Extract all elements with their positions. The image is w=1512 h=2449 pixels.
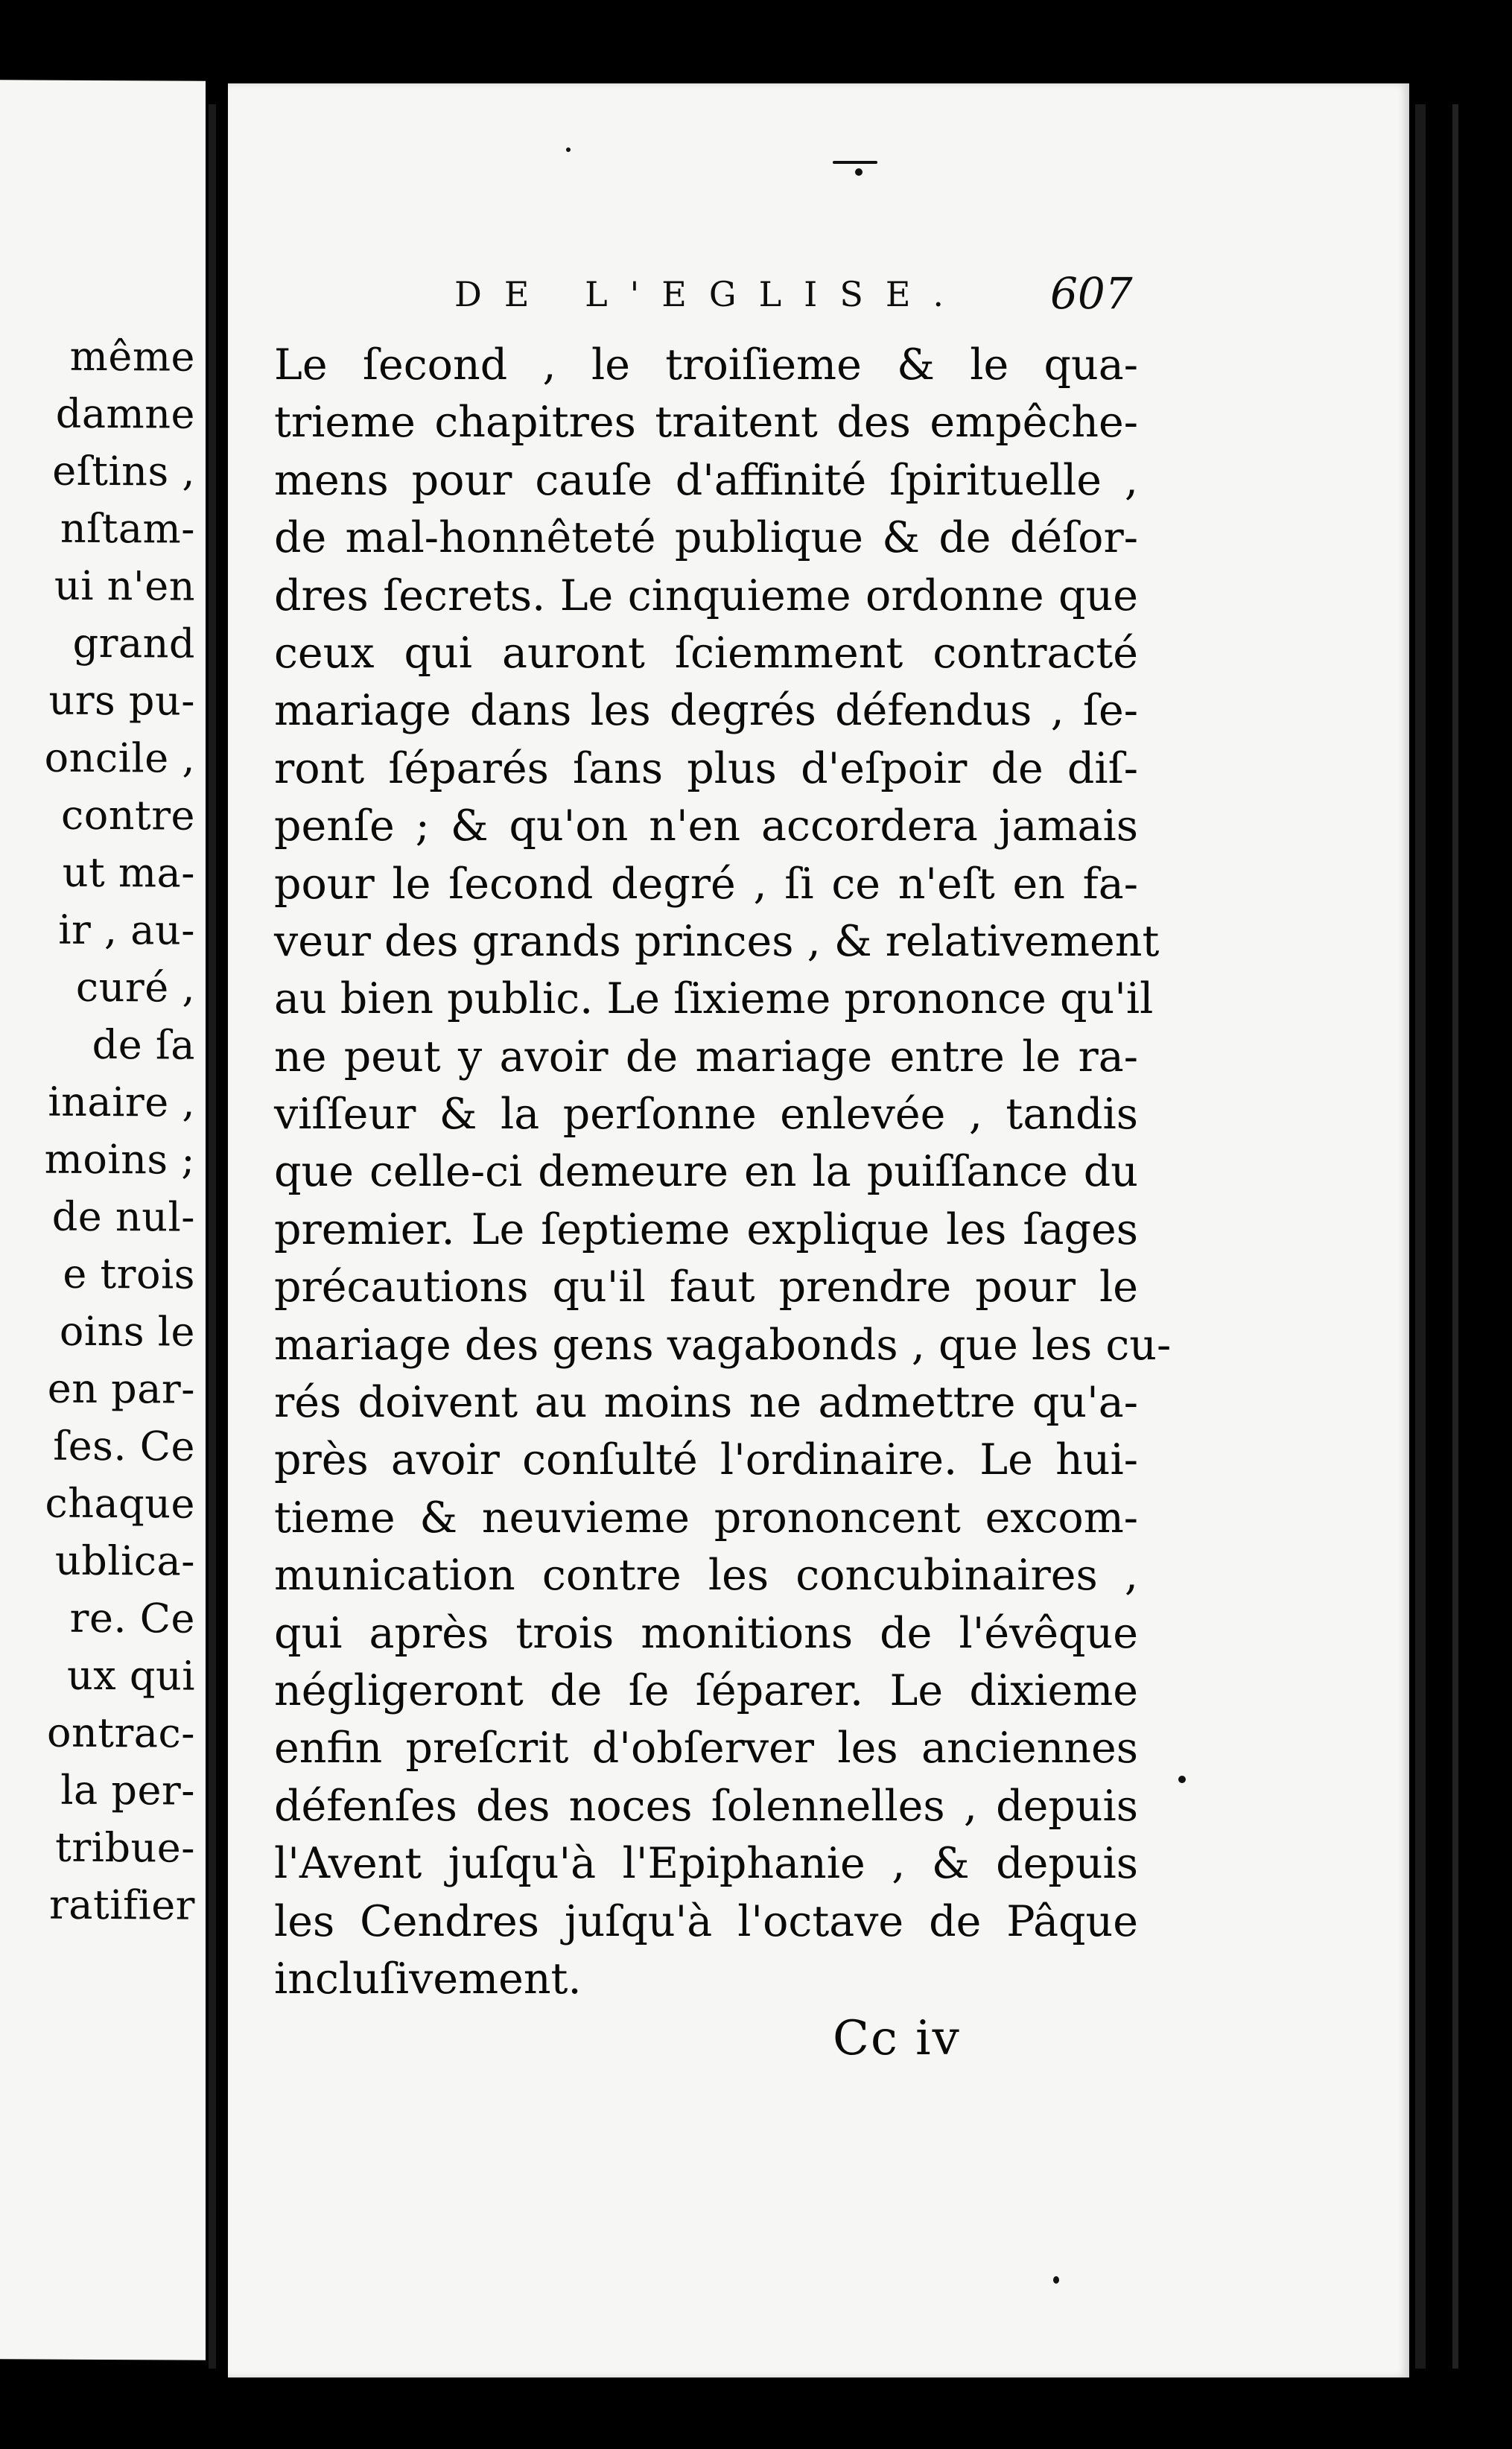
body-text xyxy=(274,337,1172,2008)
text-line: veur des grands princes , & relativement xyxy=(274,916,1160,966)
text-line: près avoir conſulté l'ordinaire. Le hui- xyxy=(274,1435,1138,1485)
text-line: au bien public. Le ſixieme prononce qu'il xyxy=(274,974,1154,1024)
text-line: Le ſecond , le troiſieme & le qua- xyxy=(274,340,1138,390)
ink-speck xyxy=(1178,1776,1186,1783)
text-line: qui après trois monitions de l'évêque xyxy=(274,1608,1138,1658)
left-line-fragment: ublica- xyxy=(54,1537,195,1585)
running-head: DE L'EGLISE. xyxy=(454,274,967,314)
page-edge-outer xyxy=(1452,104,1458,2369)
left-line-fragment: même xyxy=(69,332,195,381)
text-line: viſſeur & la perſonne enlevée , tandis xyxy=(274,1090,1138,1140)
left-line-fragment: grand xyxy=(72,619,195,667)
text-line: ront ſéparés ſans plus d'eſpoir de diſ- xyxy=(274,743,1138,793)
text-line: tieme & neuvieme prononcent excom- xyxy=(274,1493,1138,1543)
text-line: mariage des gens vagabonds , que les cu- xyxy=(274,1320,1172,1370)
left-line-fragment: oncile , xyxy=(44,734,195,782)
left-line-fragment: e trois xyxy=(63,1250,195,1298)
ink-speck xyxy=(833,161,877,164)
left-line-fragment: urs pu- xyxy=(48,676,195,725)
left-line-fragment: nſtam- xyxy=(60,504,195,553)
left-line-fragment: damne xyxy=(55,390,195,438)
left-line-fragment: eſtins , xyxy=(52,447,195,495)
text-line: les Cendres juſqu'à l'octave de Pâque xyxy=(274,1896,1138,1946)
text-line: précautions qu'il faut prendre pour le xyxy=(274,1262,1138,1312)
signature-mark: Cc iv xyxy=(833,2011,961,2066)
left-line-fragment: ut ma- xyxy=(62,848,195,897)
left-line-fragment: tribue- xyxy=(55,1823,195,1872)
left-line-fragment: chaque xyxy=(45,1479,195,1528)
left-line-fragment: ux qui xyxy=(66,1651,195,1700)
text-line: pour le ſecond degré , ſi ce n'eſt en fa- xyxy=(274,859,1138,909)
left-line-fragment: moins ; xyxy=(44,1135,195,1184)
text-line: dres ſecrets. Le cinquieme ordonne que xyxy=(274,571,1138,620)
text-line: l'Avent juſqu'à l'Epiphanie , & depuis xyxy=(274,1839,1138,1889)
text-line: mens pour cauſe d'affinité ſpirituelle , xyxy=(274,455,1138,505)
left-line-fragment: de nul- xyxy=(51,1192,195,1241)
left-line-fragment: en par- xyxy=(47,1365,195,1413)
text-line: mariage dans les degrés défendus , ſe- xyxy=(274,686,1138,736)
text-line: trieme chapitres traitent des empêche- xyxy=(274,398,1138,448)
left-line-fragment: ir , au- xyxy=(58,906,195,954)
ink-speck xyxy=(566,147,571,152)
text-line: négligeront de ſe ſéparer. Le dixieme xyxy=(274,1665,1138,1715)
text-line: de mal-honnêteté publique & de déſor- xyxy=(274,513,1138,563)
left-line-fragment: ui n'en xyxy=(54,562,195,610)
page-number: 607 xyxy=(1050,268,1133,319)
left-line-fragment: re. Ce xyxy=(69,1594,195,1642)
left-line-fragment: ratifier xyxy=(48,1881,195,1929)
text-line: incluſivement. xyxy=(274,1954,582,2004)
text-line: munication contre les concubinaires , xyxy=(274,1551,1138,1601)
text-line: que celle-ci demeure en la puiſſance du xyxy=(274,1147,1138,1197)
text-line: ceux qui auront ſciemment contracté xyxy=(274,628,1138,678)
left-line-fragment: oins le xyxy=(59,1307,195,1356)
left-line-fragment: ſes. Ce xyxy=(53,1422,195,1470)
left-line-fragment: ontrac- xyxy=(47,1709,195,1757)
left-line-fragment: inaire , xyxy=(48,1078,195,1126)
gutter-shadow xyxy=(209,104,216,2369)
text-line: ne peut y avoir de mariage entre le ra- xyxy=(274,1032,1138,1081)
left-page-text xyxy=(45,328,195,1934)
ink-speck xyxy=(1053,2276,1059,2284)
text-line: défenſes des noces ſolennelles , depuis xyxy=(274,1781,1138,1831)
left-line-fragment: la per- xyxy=(60,1766,195,1814)
page-edge xyxy=(1415,104,1426,2369)
text-line: enfin preſcrit d'obſerver les anciennes xyxy=(274,1724,1138,1773)
left-line-fragment: contre xyxy=(60,791,195,839)
left-line-fragment: curé , xyxy=(75,963,195,1011)
text-line: penſe ; & qu'on n'en accordera jamais xyxy=(274,801,1138,851)
left-line-fragment: de ſa xyxy=(92,1020,195,1069)
text-line: premier. Le ſeptieme explique les ſages xyxy=(274,1204,1138,1254)
ink-speck xyxy=(855,168,863,176)
text-line: rés doivent au moins ne admettre qu'a- xyxy=(274,1378,1138,1428)
left-page xyxy=(0,80,206,2360)
